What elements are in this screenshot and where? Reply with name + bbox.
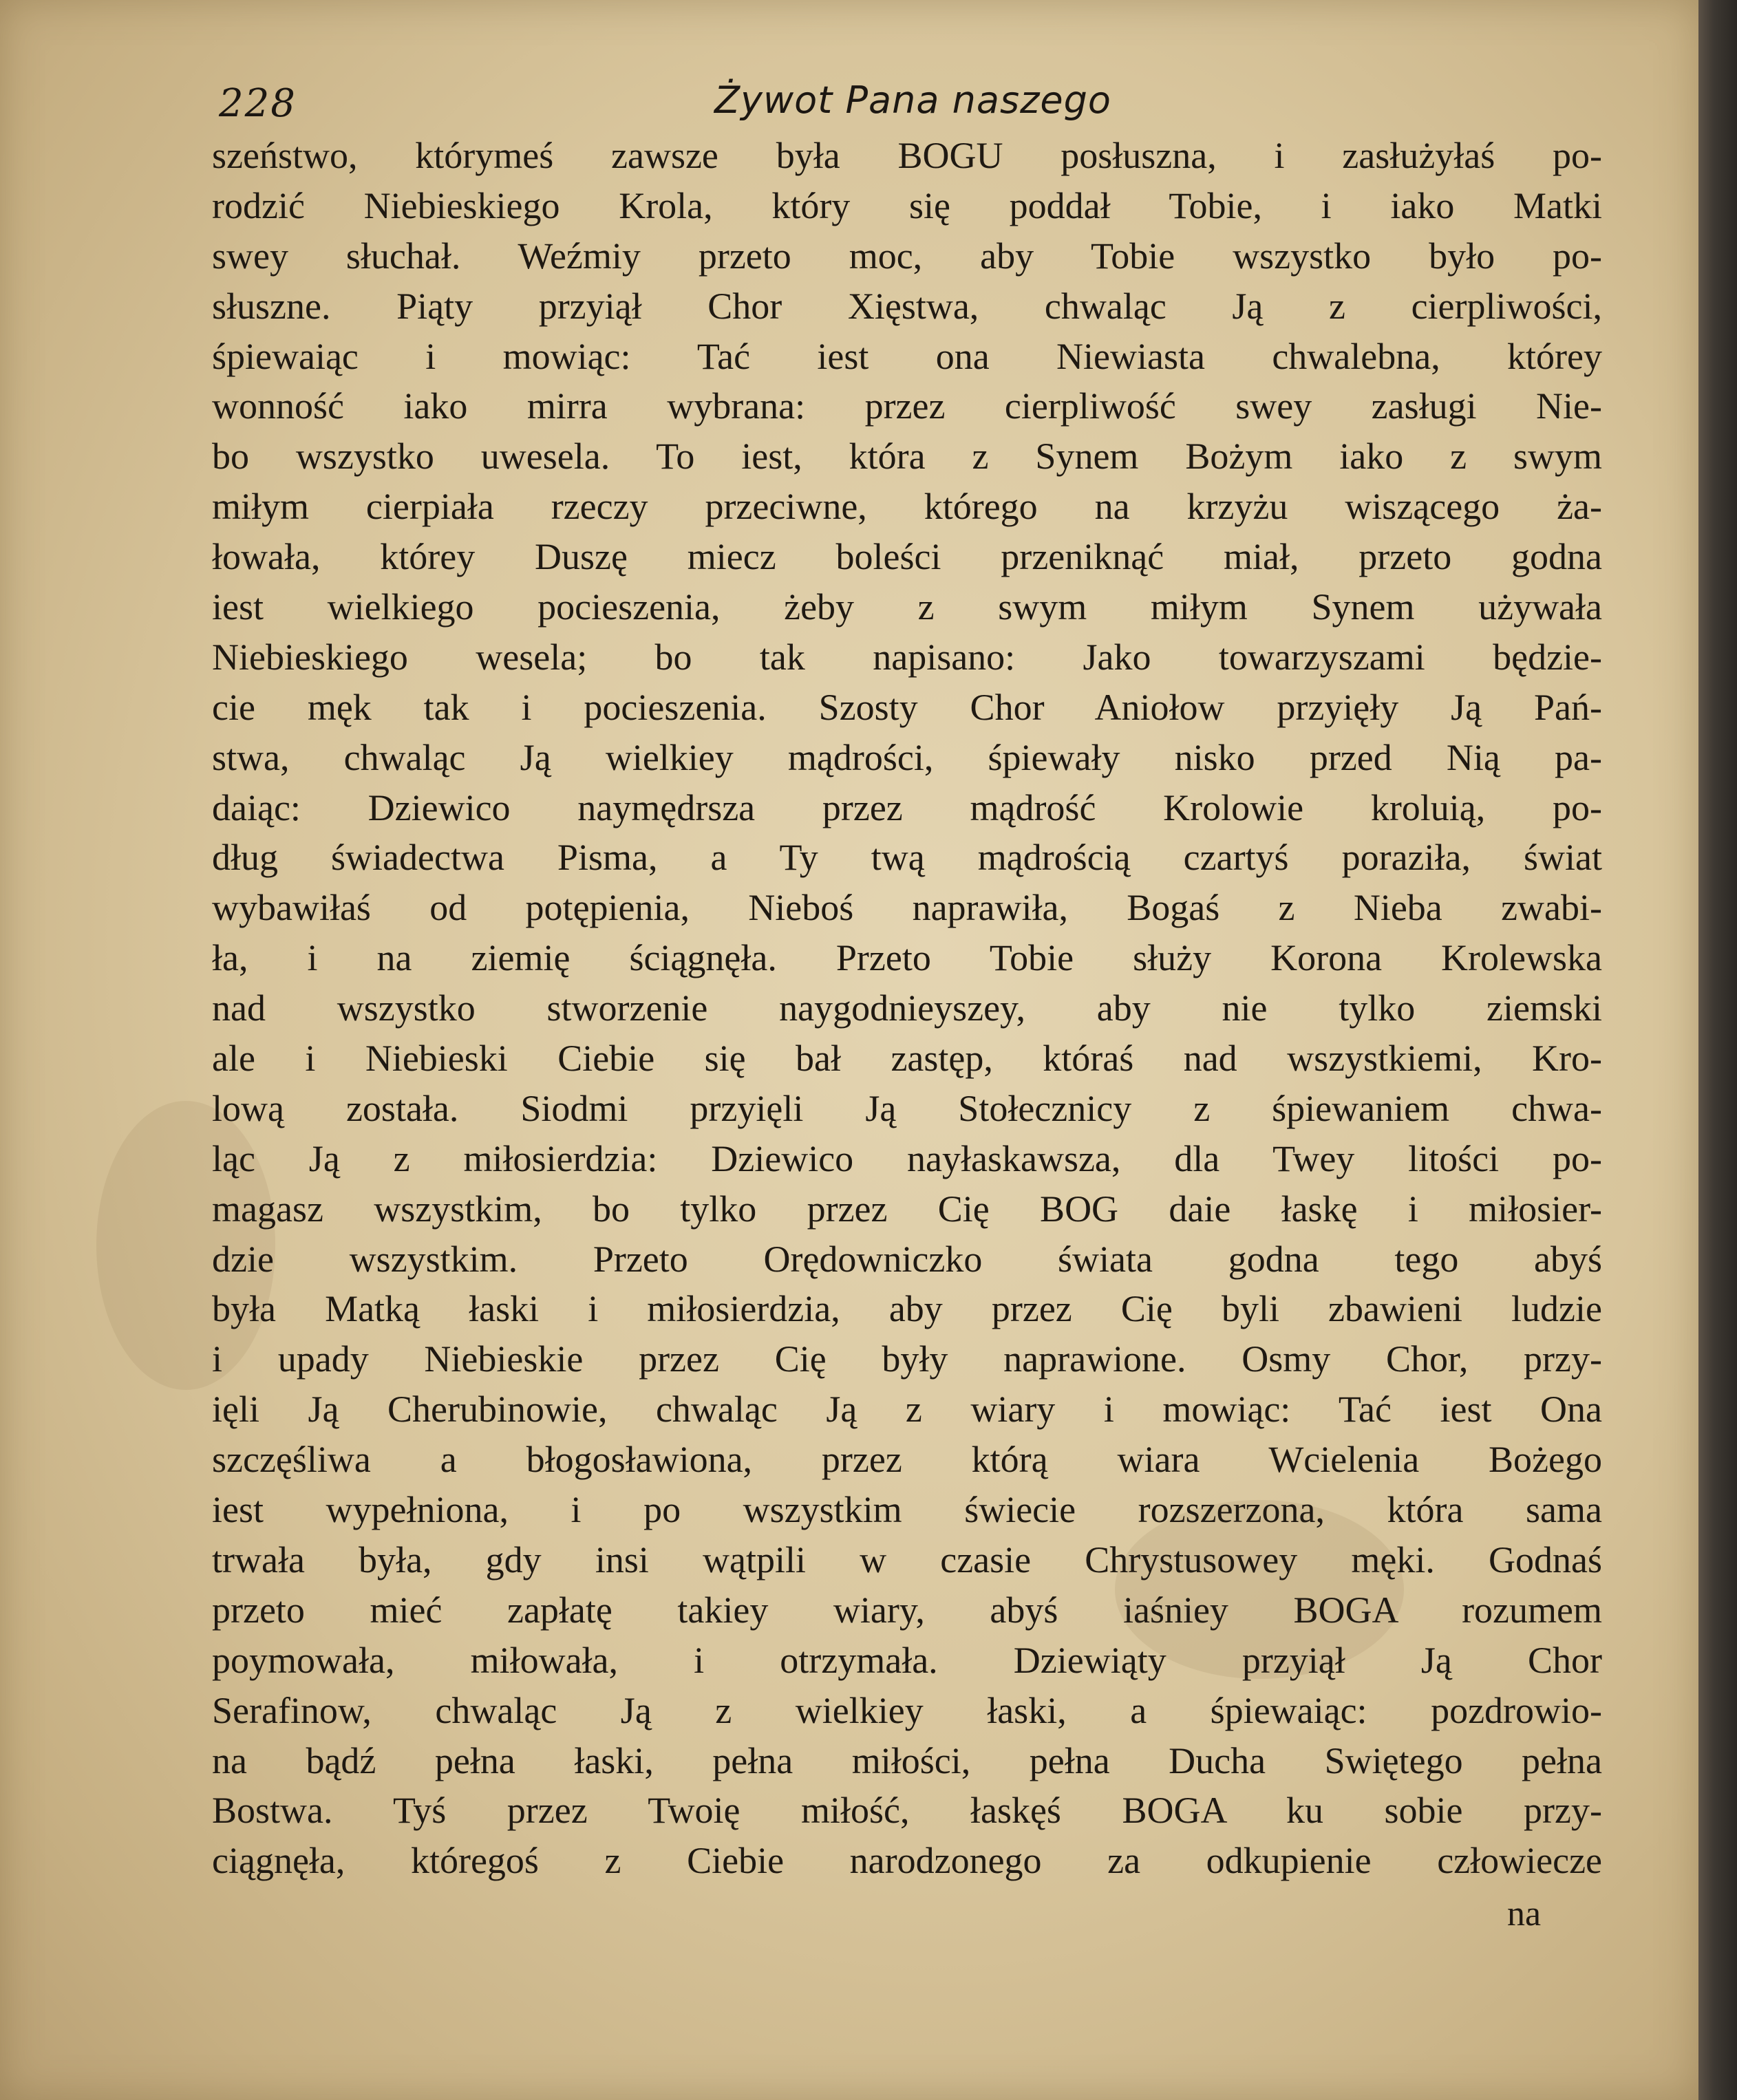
- text-line: iest wypełniona, i po wszystkim świecie rozszerzona, która sama: [212, 1489, 1602, 1531]
- page-number: 228: [219, 81, 297, 126]
- text-line: ale i Niebieski Ciebie się bał zastęp, któraś nad wszystkiemi, Kro-: [212, 1038, 1602, 1080]
- book-spine: [1698, 0, 1737, 2100]
- text-line: iest wielkiego pocieszenia, żeby z swym miłym Synem używała: [212, 586, 1602, 628]
- text-line: ląc Ją z miłosierdzia: Dziewico nayłaskawsza, dla Twey litości po-: [212, 1137, 1602, 1179]
- text-line: przeto mieć zapłatę takiey wiary, abyś iaśniey BOGA rozumem: [212, 1589, 1602, 1631]
- text-line: magasz wszystkim, bo tylko przez Cię BOG daie łaskę i miłosier-: [212, 1188, 1602, 1230]
- text-line: cie męk tak i pocieszenia. Szosty Chor Aniołow przyięły Ją Pań-: [212, 686, 1602, 728]
- body-text: [212, 131, 1602, 1886]
- text-line: Serafinow, chwaląc Ją z wielkiey łaski, a śpiewaiąc: pozdrowio-: [212, 1689, 1602, 1731]
- text-line: ciągnęła, któregoś z Ciebie narodzonego za odkupienie człowiecze: [212, 1840, 1602, 1882]
- text-line: rodzić Niebieskiego Krola, który się poddał Tobie, i iako Matki: [212, 184, 1602, 226]
- text-line: nad wszystko stworzenie naygodnieyszey, aby nie tylko ziemski: [212, 987, 1602, 1029]
- text-line: na bądź pełna łaski, pełna miłości, pełna Ducha Swiętego pełna: [212, 1739, 1602, 1781]
- text-line: szeństwo, którymeś zawsze była BOGU posłuszna, i zasłużyłaś po-: [212, 135, 1602, 176]
- text-line: ła, i na ziemię ściągnęła. Przeto Tobie służy Korona Krolewska: [212, 937, 1602, 979]
- text-line: trwała była, gdy insi wątpili w czasie Chrystusowey męki. Godnaś: [212, 1539, 1602, 1581]
- text-line: poymowała, miłowała, i otrzymała. Dziewiąty przyiął Ją Chor: [212, 1639, 1602, 1681]
- text-line: Bostwa. Tyś przez Twoię miłość, łaskęś BOGA ku sobie przy-: [212, 1790, 1602, 1832]
- text-line: daiąc: Dziewico naymędrsza przez mądrość Krolowie kroluią, po-: [212, 786, 1602, 828]
- text-line: bo wszystko uwesela. To iest, która z Synem Bożym iako z swym: [212, 436, 1602, 478]
- text-line: śpiewaiąc i mowiąc: Tać iest ona Niewiasta chwalebna, którey: [212, 335, 1602, 377]
- text-line: łowała, którey Duszę miecz boleści przeniknąć miał, przeto godna: [212, 536, 1602, 578]
- text-line: wybawiłaś od potępienia, Nieboś naprawiła, Bogaś z Nieba zwabi-: [212, 887, 1602, 929]
- text-line: stwa, chwaląc Ją wielkiey mądrości, śpiewały nisko przed Nią pa-: [212, 736, 1602, 778]
- text-line: była Matką łaski i miłosierdzia, aby przez Cię byli zbawieni ludzie: [212, 1288, 1602, 1330]
- text-line: ięli Ją Cherubinowie, chwaląc Ją z wiary i mowiąc: Tać iest Ona: [212, 1389, 1602, 1431]
- text-line: dług świadectwa Pisma, a Ty twą mądrością czartyś poraziła, świat: [212, 837, 1602, 879]
- text-line: słuszne. Piąty przyiął Chor Xięstwa, chwaląc Ją z cierpliwości,: [212, 285, 1602, 327]
- catchword: na: [1507, 1894, 1542, 1933]
- text-line: miłym cierpiała rzeczy przeciwne, którego na krzyżu wiszącego ża-: [212, 486, 1602, 528]
- text-line: szczęśliwa a błogosławiona, przez którą wiara Wcielenia Bożego: [212, 1439, 1602, 1481]
- text-line: Niebieskiego wesela; bo tak napisano: Jako towarzyszami będzie-: [212, 636, 1602, 678]
- text-line: dzie wszystkim. Przeto Orędowniczko świata godna tego abyś: [212, 1238, 1602, 1280]
- text-line: wonność iako mirra wybrana: przez cierpliwość swey zasługi Nie-: [212, 385, 1602, 427]
- text-line: i upady Niebieskie przez Cię były naprawione. Osmy Chor, przy-: [212, 1338, 1602, 1380]
- text-line: lową została. Siodmi przyięli Ją Stołecznicy z śpiewaniem chwa-: [212, 1087, 1602, 1129]
- text-line: swey słuchał. Weźmiy przeto moc, aby Tobie wszystko było po-: [212, 235, 1602, 277]
- running-head: Żywot Pana naszego: [714, 78, 1111, 122]
